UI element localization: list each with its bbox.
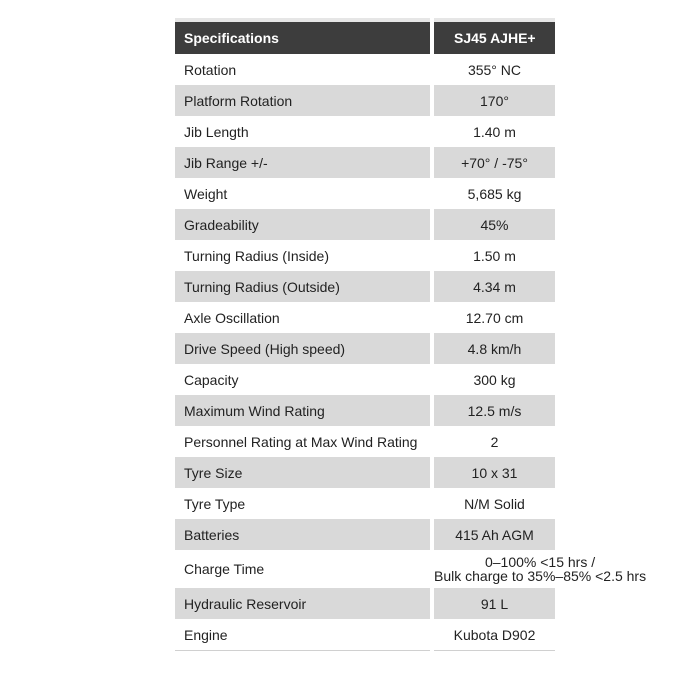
table-row: [175, 426, 555, 457]
specifications-table: [175, 18, 647, 651]
table-row: [175, 364, 555, 395]
table-header-row: [175, 22, 555, 54]
row-label: Capacity: [175, 364, 430, 395]
row-value: 1.50 m: [434, 240, 555, 271]
table-row: [175, 116, 555, 147]
row-label: Drive Speed (High speed): [175, 333, 430, 364]
row-value: 1.40 m: [434, 116, 555, 147]
row-label: Turning Radius (Outside): [175, 271, 430, 302]
header-specifications: Specifications: [175, 22, 430, 54]
row-label: Turning Radius (Inside): [175, 240, 430, 271]
row-value: [434, 550, 647, 588]
row-value: 4.8 km/h: [434, 333, 555, 364]
table-row: [175, 550, 555, 588]
row-value: 170°: [434, 85, 555, 116]
row-value: 91 L: [434, 588, 555, 619]
table-row: [175, 271, 555, 302]
row-value: 5,685 kg: [434, 178, 555, 209]
table-row: [175, 209, 555, 240]
header-model: SJ45 AJHE+: [434, 22, 555, 54]
row-label: Gradeability: [175, 209, 430, 240]
table-bottom-rule: [175, 650, 555, 651]
row-label: Engine: [175, 619, 430, 650]
table-row: [175, 54, 555, 85]
table-row: [175, 488, 555, 519]
row-value: 4.34 m: [434, 271, 555, 302]
table-row: [175, 147, 555, 178]
charge-time-line-1: 0–100% <15 hrs /: [484, 553, 596, 570]
row-value: 300 kg: [434, 364, 555, 395]
row-label: Batteries: [175, 519, 430, 550]
row-value: 355° NC: [434, 54, 555, 85]
table-row: [175, 178, 555, 209]
row-label: Maximum Wind Rating: [175, 395, 430, 426]
table-row: [175, 395, 555, 426]
row-label: Rotation: [175, 54, 430, 85]
row-value: 12.5 m/s: [434, 395, 555, 426]
row-value: +70° / -75°: [434, 147, 555, 178]
table-row: [175, 302, 555, 333]
table-row: [175, 519, 555, 550]
charge-time-line-2: Bulk charge to 35%–85% <2.5 hrs: [434, 567, 647, 584]
row-label: Jib Range +/-: [175, 147, 430, 178]
charge-time-value: [434, 555, 646, 583]
row-value: N/M Solid: [434, 488, 555, 519]
row-label: Hydraulic Reservoir: [175, 588, 430, 619]
row-label: Platform Rotation: [175, 85, 430, 116]
row-value: 2: [434, 426, 555, 457]
table-row: [175, 619, 555, 650]
row-value: 45%: [434, 209, 555, 240]
row-label: Tyre Size: [175, 457, 430, 488]
row-label: Charge Time: [175, 550, 430, 588]
row-value: Kubota D902: [434, 619, 555, 650]
row-label: Axle Oscillation: [175, 302, 430, 333]
row-label: Weight: [175, 178, 430, 209]
row-value: 415 Ah AGM: [434, 519, 555, 550]
table-row: [175, 85, 555, 116]
row-label: Jib Length: [175, 116, 430, 147]
row-label: Personnel Rating at Max Wind Rating: [175, 426, 430, 457]
table-row: [175, 457, 555, 488]
table-row: [175, 588, 555, 619]
table-row: [175, 333, 555, 364]
row-value: 10 x 31: [434, 457, 555, 488]
row-value: 12.70 cm: [434, 302, 555, 333]
row-label: Tyre Type: [175, 488, 430, 519]
table-row: [175, 240, 555, 271]
